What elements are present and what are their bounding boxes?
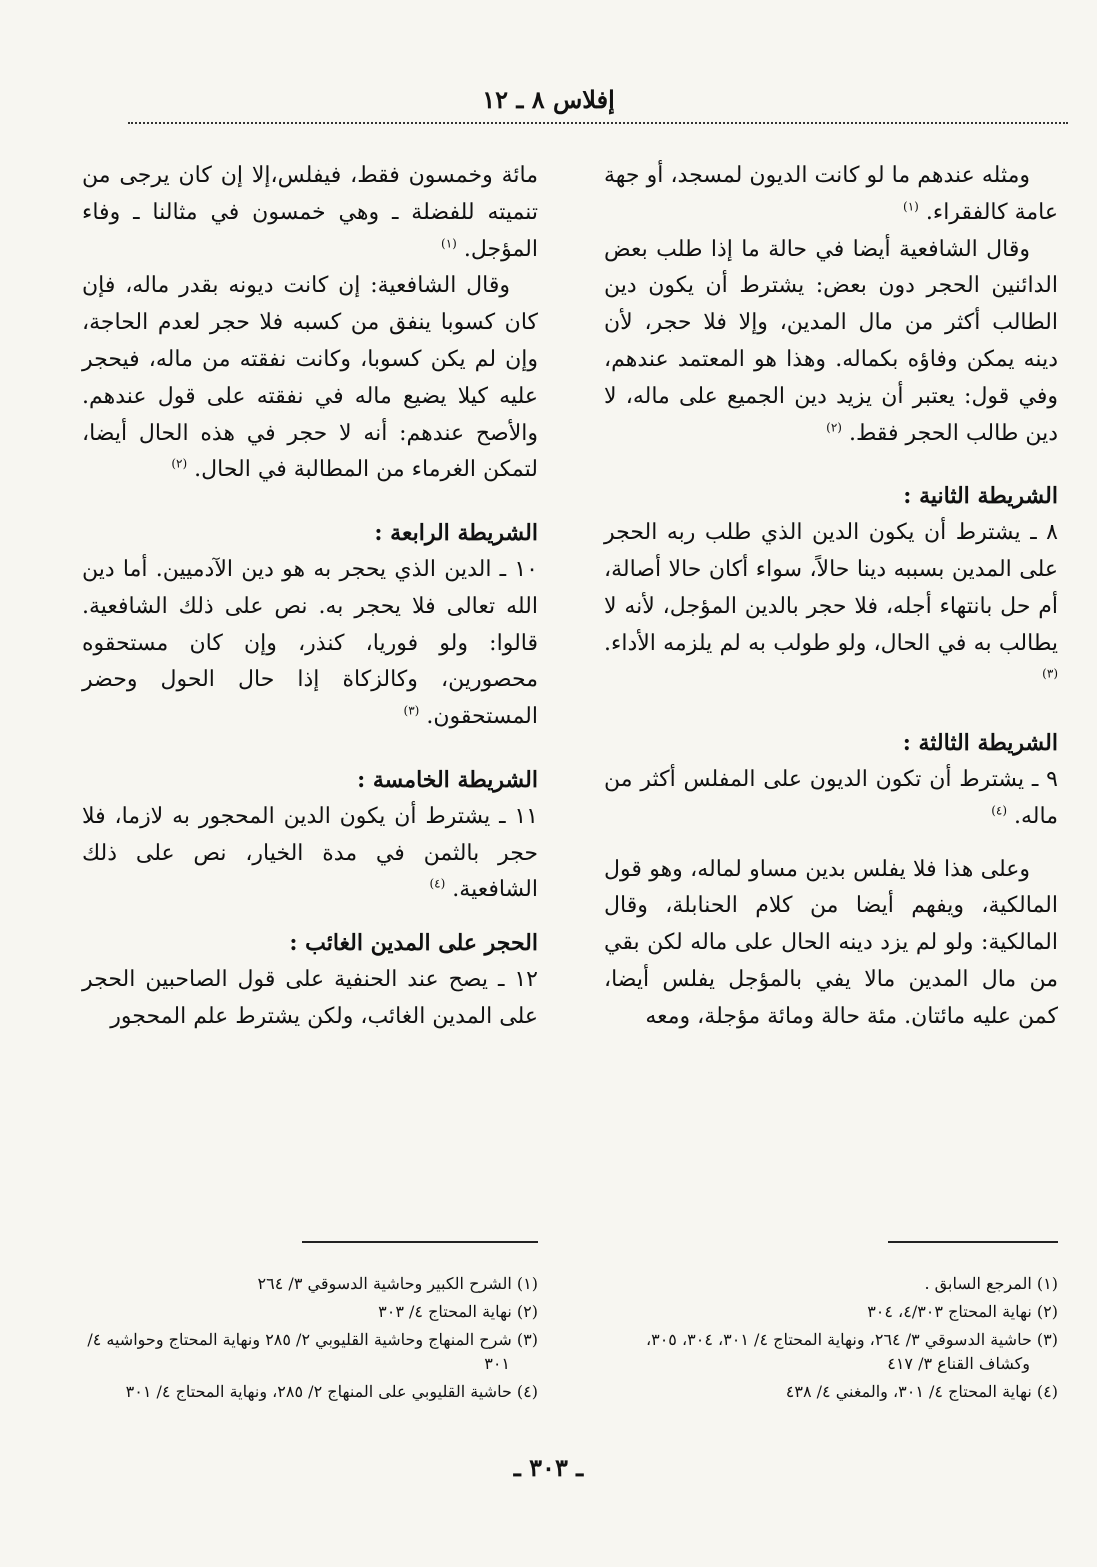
footnote-item: (٢) نهاية المحتاج ٤/ ٣٠٣ — [378, 1302, 538, 1321]
paragraph-text: ١٠ ـ الدين الذي يحجر به هو دين الآدميين. أما دين الله تعالى فلا يحجر به. نص على ذلك الشافعية. قالوا: ولو فوريا، كنذر، وإن كان مستحقوه محصورين، وكالزكاة إذا حال الحول وحضر المستحقون. — [82, 556, 538, 730]
section-heading: الشريطة الثانية : — [903, 483, 1058, 510]
paragraph — [82, 962, 538, 1036]
paragraph — [604, 158, 1058, 232]
paragraph-text: ١١ ـ يشترط أن يكون الدين المحجور به لازما، فلا حجر بالثمن في مدة الخيار، نص على ذلك الشافعية. — [82, 803, 538, 903]
footnote-ref: (٣) — [403, 703, 420, 718]
footnote-ref: (٣) — [1042, 667, 1058, 682]
paragraph-text: ومثله عندهم ما لو كانت الديون لمسجد، أو جهة عامة كالفقراء. — [604, 163, 1058, 225]
footnotes-left — [82, 1272, 538, 1408]
section-heading: الشريطة الثالثة : — [902, 730, 1058, 757]
section-heading: الحجر على المدين الغائب : — [289, 930, 538, 957]
footnote-ref: (٤) — [429, 877, 446, 892]
footnote-item: (٢) نهاية المحتاج ٤/٣٠٣، ٣٠٤ — [867, 1302, 1058, 1321]
footnote-rule — [888, 1241, 1058, 1243]
left-column — [82, 158, 538, 1036]
footnote-ref: (٢) — [826, 420, 842, 435]
paragraph — [604, 515, 1058, 699]
paragraph — [82, 268, 538, 489]
footnote-item: (١) الشرح الكبير وحاشية الدسوقي ٣/ ٢٦٤ — [257, 1274, 538, 1293]
paragraph-text: ٨ ـ يشترط أن يكون الدين الذي طلب ربه الحجر على المدين بسببه دينا حالاً، سواء أكان حالا أصالة، أم حل بانتهاء أجله، فلا حجر بالدين المؤجل، لأنه لا يطالب به في الحال، ولو طولب به لم يلزمه الأداء. — [604, 520, 1059, 656]
footnote-item: (٤) حاشية القليوبي على المنهاج ٢/ ٢٨٥، ونهاية المحتاج ٤/ ٣٠١ — [125, 1382, 538, 1401]
footnotes-right — [604, 1272, 1058, 1408]
paragraph-text: مائة وخمسون فقط، فيفلس،إلا إن كان يرجى من تنميته للفضلة ـ وهي خمسون في مثالنا ـ وفاء المؤجل. — [82, 163, 538, 262]
header-dotted-rule — [128, 122, 1068, 124]
paragraph — [604, 232, 1058, 453]
footnote-ref: (٤) — [991, 803, 1008, 818]
footnote-rule — [302, 1241, 538, 1243]
paragraph-text: وقال الشافعية: إن كانت ديونه بقدر ماله، فإن كان كسوبا ينفق من كسبه فلا حجر لعدم الحاجة، وإن لم يكن كسوبا، وكانت نفقته من ماله، فيحجر عليه كيلا يضيع ماله في نفقته على قول عندهم. والأصح عندهم: أنه لا حجر في هذه الحال أيضا، لتمكن الغرماء من المطالبة في الحال. — [82, 273, 538, 483]
paragraph — [604, 852, 1058, 1036]
footnote-item: (٣) شرح المنهاج وحاشية القليوبي ٢/ ٢٨٥ ونهاية المحتاج وحواشيه ٤/ ٣٠١ — [87, 1330, 538, 1373]
paragraph — [82, 552, 538, 736]
paragraph-text: وعلى هذا فلا يفلس بدين مساو لماله، وهو قول المالكية، ويفهم أيضا من كلام الحنابلة، وقال المالكية: ولو لم يزد دينه الحال على ماله لكن بقي من مال المدين مالا يفي بالمؤجل يفلس أيضا، كمن عليه مائتان. مئة حالة ومائة مؤجلة، ومعه — [604, 856, 1058, 1029]
paragraph — [604, 762, 1058, 836]
footnote-ref: (١) — [441, 236, 457, 251]
paragraph-text: وقال الشافعية أيضا في حالة ما إذا طلب بعض الدائنين الحجر دون بعض: يشترط أن يكون دين الطالب أكثر من مال المدين، وإلا فلا حجر، لأن دينه يمكن وفاؤه بكماله. وهذا هو المعتمد عندهم، وفي قول: يعتبر أن يزيد دين الجميع على ماله، لا دين طالب الحجر فقط. — [604, 236, 1058, 446]
footnote-item: (٤) نهاية المحتاج ٤/ ٣٠١، والمغني ٤/ ٤٣٨ — [785, 1382, 1058, 1401]
paragraph — [82, 799, 538, 909]
page-number: ـ ٣٠٣ ـ — [513, 1453, 584, 1482]
section-heading: الشريطة الخامسة : — [357, 766, 538, 793]
page-header-title: إفلاس ٨ ـ ١٢ — [482, 85, 615, 114]
right-column — [604, 158, 1058, 1036]
paragraph — [82, 158, 538, 268]
footnote-ref: (١) — [903, 199, 919, 214]
paragraph-text: ٩ ـ يشترط أن تكون الديون على المفلس أكثر من ماله. — [604, 766, 1058, 829]
footnote-item: (١) المرجع السابق . — [924, 1274, 1058, 1293]
footnote-item: (٣) حاشية الدسوقي ٣/ ٢٦٤، ونهاية المحتاج ٤/ ٣٠١، ٣٠٤، ٣٠٥، وكشاف القناع ٣/ ٤١٧ — [645, 1330, 1058, 1373]
paragraph-text: ١٢ ـ يصح عند الحنفية على قول الصاحبين الحجر على المدين الغائب، ولكن يشترط علم المحجور — [82, 966, 538, 1029]
footnote-ref: (٢) — [171, 457, 188, 472]
section-heading: الشريطة الرابعة : — [374, 520, 538, 547]
